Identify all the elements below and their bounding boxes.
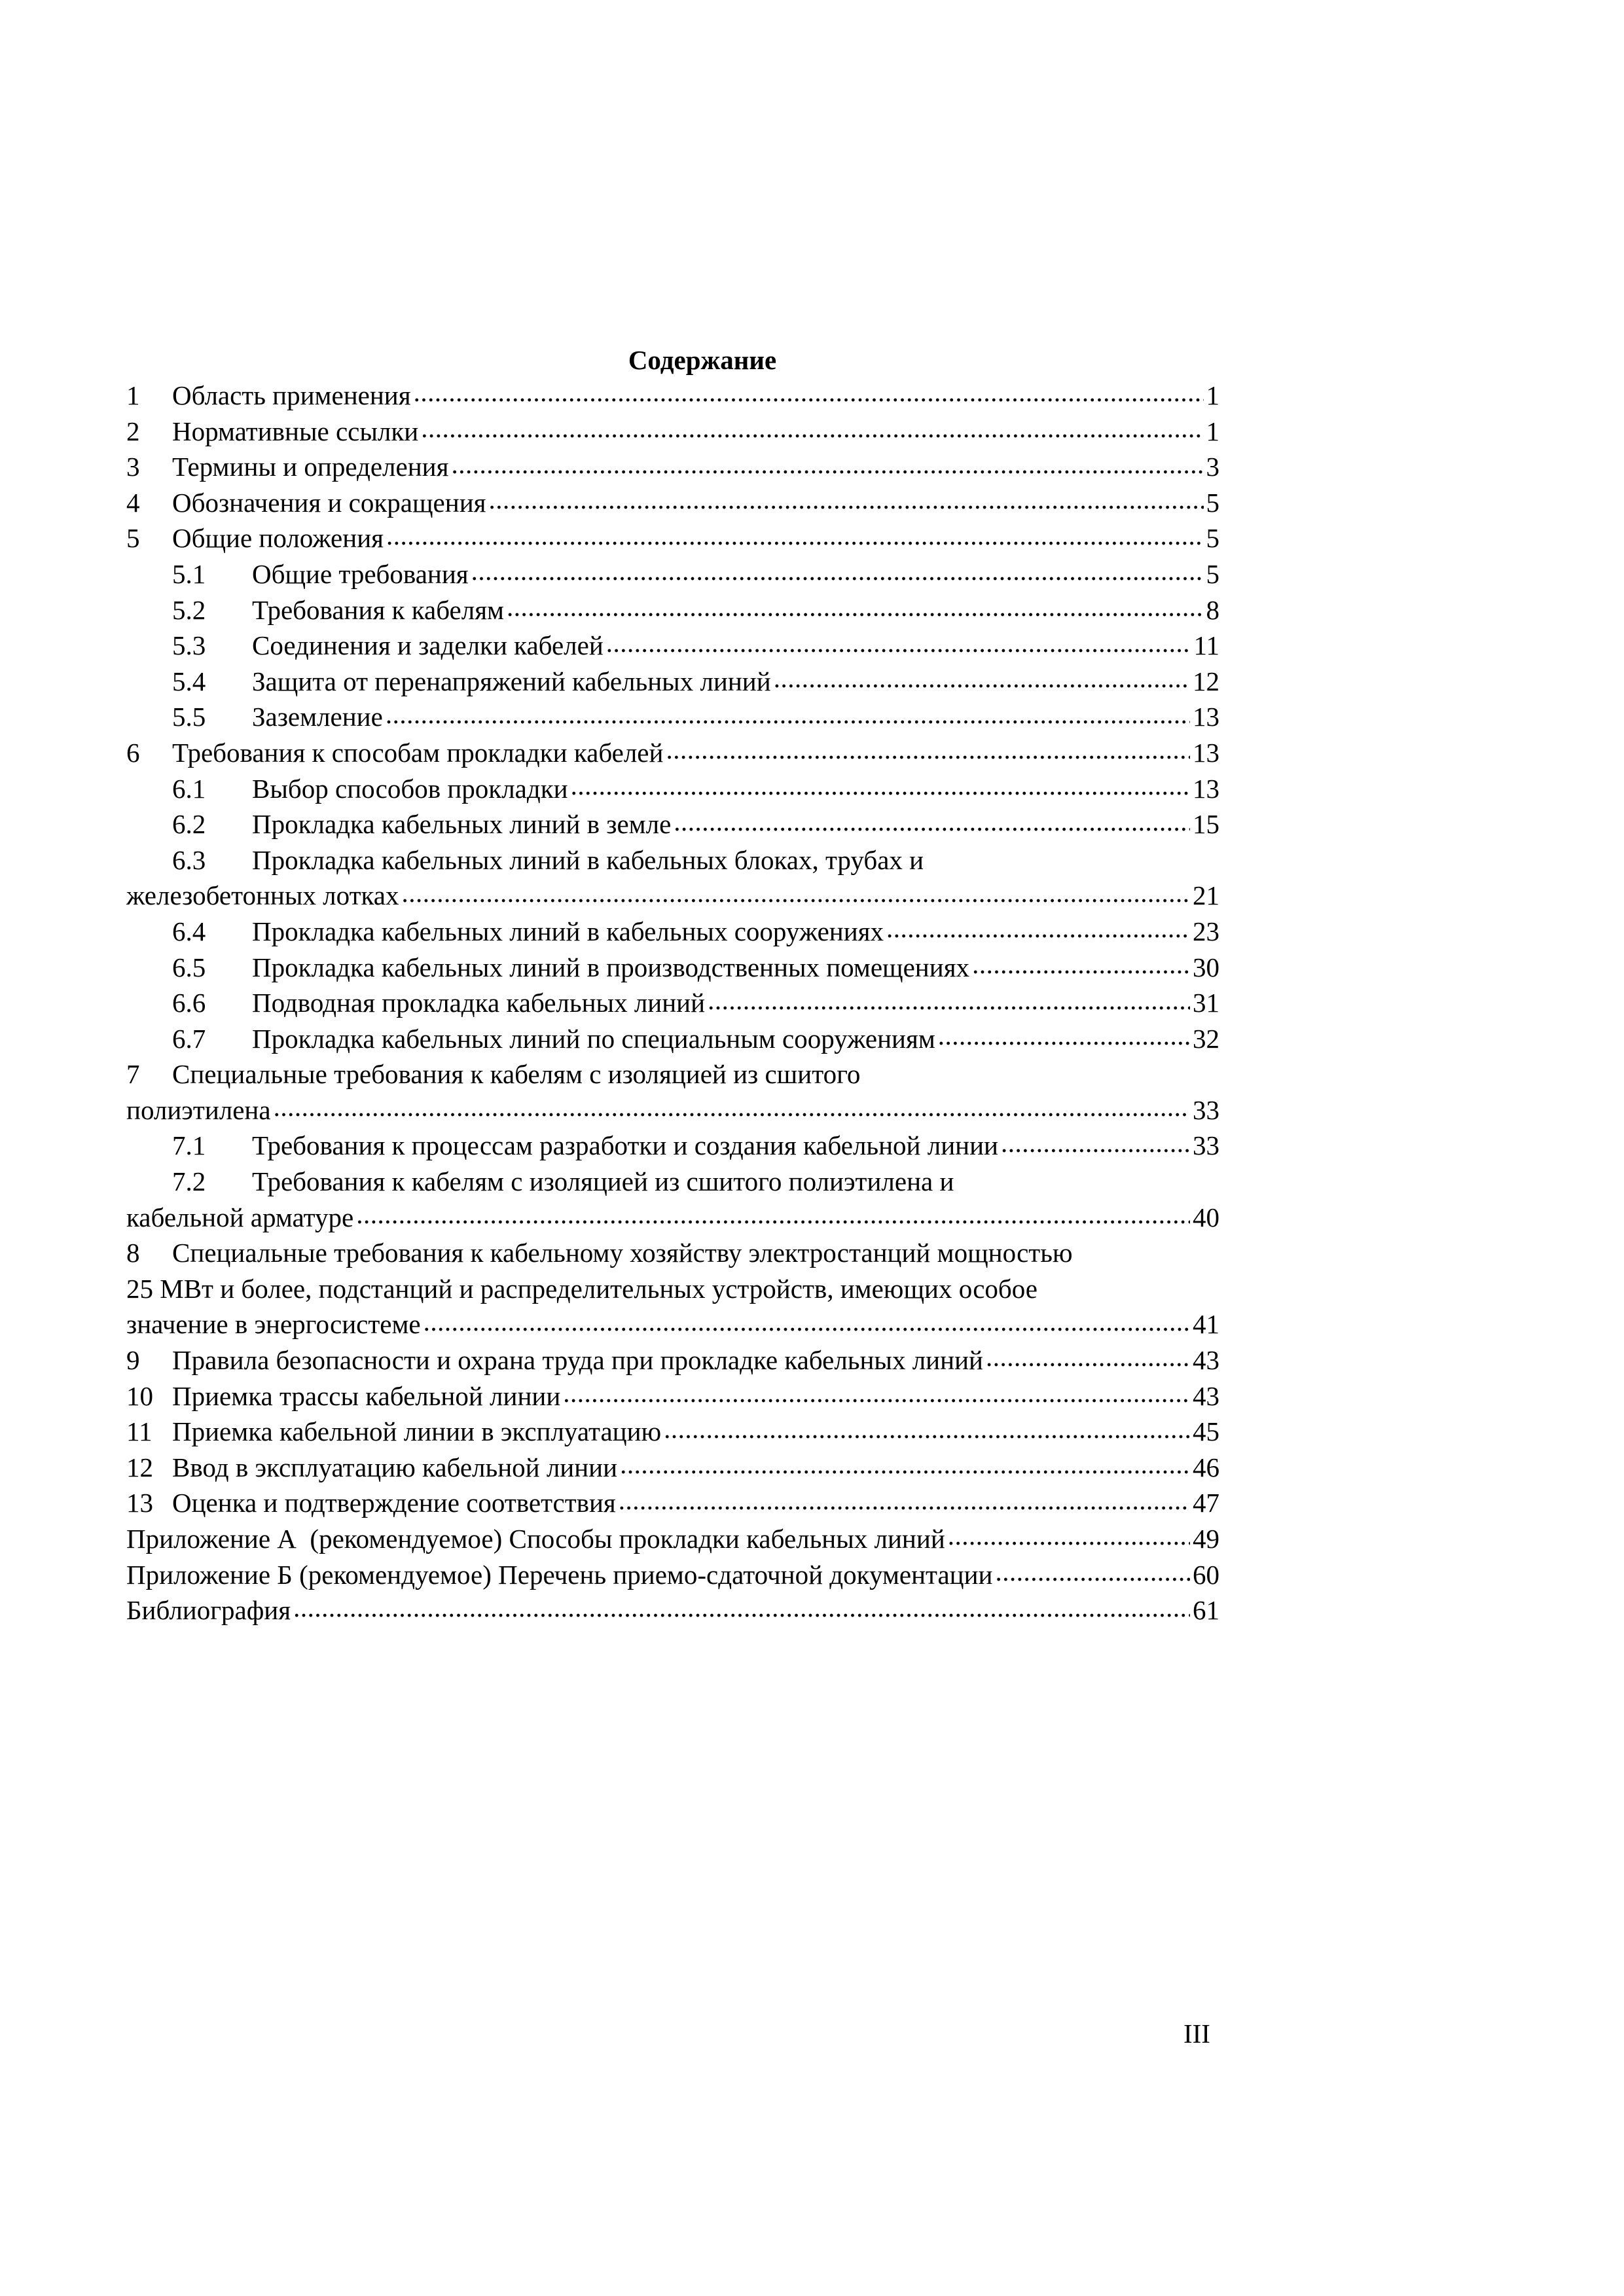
toc-entry-number: 6.4 [172,916,206,946]
toc-bibliography-entry[interactable] [126,1592,1219,1628]
leader-dots [489,485,1204,512]
leader-dots [620,1450,1190,1477]
toc-entry-page: 46 [1193,1452,1219,1482]
leader-dots [619,1485,1190,1512]
leader-dots [274,1092,1190,1119]
toc-entry-number: 1 [126,380,140,410]
table-of-contents [126,342,1219,1628]
leader-dots [606,628,1191,655]
toc-entry-title: Нормативные ссылки [172,416,419,446]
toc-entry-continuation[interactable] [126,878,1219,914]
toc-title: Содержание [628,345,777,375]
toc-entry-page: 5 [1206,558,1219,589]
toc-subentry[interactable] [126,1164,1219,1200]
leader-dots [421,414,1203,440]
toc-entry-title: Прокладка кабельных линий в кабельных сооружениях [252,916,884,946]
leader-dots [386,520,1204,547]
leader-dots [451,449,1203,476]
toc-entry-number: 6.6 [172,988,206,1018]
toc-entry-title-continued: железобетонных лотках [126,880,399,911]
toc-entry-title-continued: полиэтилена [126,1094,271,1125]
leader-dots [664,1414,1190,1441]
toc-entry-continuation[interactable] [126,1200,1219,1236]
leader-dots [1001,1128,1190,1155]
toc-entry[interactable] [126,485,1219,521]
toc-entry-page: 1 [1206,416,1219,446]
toc-entry-number: 5.1 [172,558,206,589]
toc-entry-page: 33 [1193,1094,1219,1125]
toc-entry-number: 6.1 [172,773,206,804]
toc-entry-number: 7.1 [172,1130,206,1161]
toc-entry-page: 60 [1193,1559,1219,1590]
toc-entry[interactable] [126,1450,1219,1486]
toc-entry-page: 5 [1206,523,1219,554]
toc-entry-number: 5.2 [172,594,206,625]
leader-dots [986,1342,1190,1369]
toc-entry-page: 31 [1193,988,1219,1018]
toc-entry-page: 11 [1193,630,1219,661]
toc-entry-title: Прокладка кабельных линий в земле [252,809,672,840]
toc-entry-number: 8 [126,1238,140,1268]
toc-subentry[interactable] [126,914,1219,950]
toc-entry-title: Общие требования [252,558,469,589]
leader-dots [886,914,1190,941]
leader-dots [571,771,1190,798]
leader-dots [708,985,1190,1012]
toc-entry-title: Приемка кабельной линии в эксплуатацию [172,1416,662,1447]
toc-entry-title: Термины и определения [172,452,449,482]
toc-entry[interactable] [126,1235,1219,1271]
toc-entry-title: Специальные требования к кабелям с изоляцией из сшитого [172,1059,861,1090]
toc-entry-title: Выбор способов прокладки [252,773,568,804]
toc-entry[interactable] [126,1378,1219,1414]
toc-entry-page: 5 [1206,487,1219,518]
toc-subentry[interactable] [126,806,1219,842]
leader-dots [471,556,1204,583]
toc-entry[interactable] [126,378,1219,414]
leader-dots [666,735,1190,762]
toc-entry-page: 3 [1206,452,1219,482]
leader-dots [948,1521,1190,1548]
toc-entry-page: 13 [1193,737,1219,768]
toc-entry-continuation[interactable]: 25 МВт и более, подстанций и распределительных устройств, имеющих особое [126,1273,1038,1304]
leader-dots [414,378,1204,404]
toc-entry-number: 5.5 [172,702,206,732]
leader-dots [972,950,1190,977]
leader-dots [774,664,1190,691]
toc-entry-title: Соединения и заделки кабелей [252,630,604,661]
toc-entry[interactable] [126,449,1219,485]
toc-entry-continuation[interactable] [126,1306,1219,1342]
toc-entry-title: Приемка трассы кабельной линии [172,1380,561,1411]
toc-entry-page: 43 [1193,1345,1219,1376]
toc-entry-title: Требования к кабелям [252,594,504,625]
toc-entry-page: 23 [1193,916,1219,946]
toc-entry-title: Требования к процессам разработки и создания кабельной линии [252,1130,998,1161]
toc-subentry[interactable] [126,556,1219,592]
toc-entry-page: 61 [1193,1595,1219,1626]
toc-entry-title: Требования к способам прокладки кабелей [172,737,664,768]
toc-entry-title-continued: значение в энергосистеме [126,1309,421,1340]
toc-entry-page: 12 [1193,666,1219,696]
toc-entry-title: Оценка и подтверждение соответствия [172,1488,616,1518]
toc-subentry[interactable] [126,985,1219,1021]
toc-entry-number: 2 [126,416,140,446]
toc-entry-number: 11 [126,1416,153,1447]
toc-entry-title: Заземление [252,702,383,732]
toc-entry-page: 43 [1193,1380,1219,1411]
toc-entry-page: 13 [1193,702,1219,732]
toc-entry-number: 5.4 [172,666,206,696]
toc-entry-title: Обозначения и сокращения [172,487,486,518]
leader-dots [563,1378,1190,1405]
toc-entry[interactable] [126,735,1219,771]
toc-subentry[interactable] [126,1128,1219,1164]
toc-entry-page: 30 [1193,952,1219,982]
toc-entry-number: 6.7 [172,1023,206,1054]
toc-entry-page: 13 [1193,773,1219,804]
toc-entry[interactable] [126,1414,1219,1450]
toc-entry-number: 7 [126,1059,140,1090]
leader-dots [386,699,1190,726]
leader-dots [402,878,1190,905]
toc-entry-page: 21 [1193,880,1219,911]
toc-entry-title: Требования к кабелям с изоляцией из сшитого полиэтилена и [252,1166,954,1197]
toc-entry[interactable] [126,414,1219,450]
page-number: III [1183,2018,1210,2049]
toc-entry-title: Прокладка кабельных линий в производственных помещениях [252,952,970,982]
toc-subentry[interactable] [126,699,1219,735]
leader-dots [995,1557,1190,1584]
toc-entry[interactable] [126,1056,1219,1092]
toc-entry-number: 9 [126,1345,140,1376]
leader-dots [293,1592,1190,1619]
toc-entry-number: 6.2 [172,809,206,840]
toc-entry-number: 5 [126,523,140,554]
leader-dots [674,806,1190,833]
toc-entry-title-continued: кабельной арматуре [126,1202,354,1232]
leader-dots [424,1306,1190,1333]
leader-dots [938,1021,1190,1048]
toc-entry-title: Подводная прокладка кабельных линий [252,988,706,1018]
toc-entry-title: Область применения [172,380,411,410]
toc-entry-title: Специальные требования к кабельному хозяйству электростанций мощностью [172,1238,1073,1268]
toc-entry-page: 8 [1206,594,1219,625]
toc-entry-number: 10 [126,1380,153,1411]
toc-appendix-entry[interactable] [126,1521,1219,1557]
toc-entry-number: 3 [126,452,140,482]
toc-subentry[interactable] [126,771,1219,807]
toc-subentry[interactable] [126,664,1219,700]
toc-subentry[interactable] [126,842,1219,878]
toc-subentry[interactable] [126,1021,1219,1057]
toc-subentry[interactable] [126,950,1219,986]
toc-entry-number: 12 [126,1452,153,1482]
toc-entry-page: 15 [1193,809,1219,840]
toc-entry-number: 4 [126,487,140,518]
toc-entry-title: Правила безопасности и охрана труда при прокладке кабельных линий [172,1345,983,1376]
toc-entry[interactable] [126,1485,1219,1521]
toc-entry-page: 1 [1206,380,1219,410]
leader-dots [356,1200,1190,1227]
toc-entry-title: Ввод в эксплуатацию кабельной линии [172,1452,618,1482]
toc-entry[interactable] [126,520,1219,556]
toc-entry-title: Библиография [126,1595,291,1626]
toc-entry-page: 40 [1193,1202,1219,1232]
toc-appendix-entry[interactable] [126,1557,1219,1593]
toc-entry-continuation[interactable] [126,1092,1219,1128]
toc-entry-number: 6.3 [172,844,206,875]
toc-entry-title: Приложение Б (рекомендуемое) Перечень приемо-сдаточной документации [126,1559,993,1590]
toc-subentry[interactable] [126,628,1219,664]
toc-entry-page: 49 [1193,1524,1219,1554]
toc-entry-number: 7.2 [172,1166,206,1197]
toc-entry-page: 45 [1193,1416,1219,1447]
toc-entry-number: 5.3 [172,630,206,661]
toc-subentry[interactable] [126,592,1219,628]
toc-entry-title: Защита от перенапряжений кабельных линий [252,666,771,696]
toc-entry-page: 32 [1193,1023,1219,1054]
toc-entry-title: Прокладка кабельных линий в кабельных блоках, трубах и [252,844,924,875]
toc-entry-page: 33 [1193,1130,1219,1161]
toc-entry-number: 6.5 [172,952,206,982]
toc-entry-page: 47 [1193,1488,1219,1518]
leader-dots [507,592,1204,619]
toc-entry[interactable] [126,1342,1219,1378]
toc-entry-number: 6 [126,737,140,768]
toc-entry-title: Общие положения [172,523,384,554]
toc-entry-title: Прокладка кабельных линий по специальным сооружениям [252,1023,935,1054]
toc-entry-title: Приложение А (рекомендуемое) Способы прокладки кабельных линий [126,1524,945,1554]
toc-entry-page: 41 [1193,1309,1219,1340]
toc-entry-number: 13 [126,1488,153,1518]
